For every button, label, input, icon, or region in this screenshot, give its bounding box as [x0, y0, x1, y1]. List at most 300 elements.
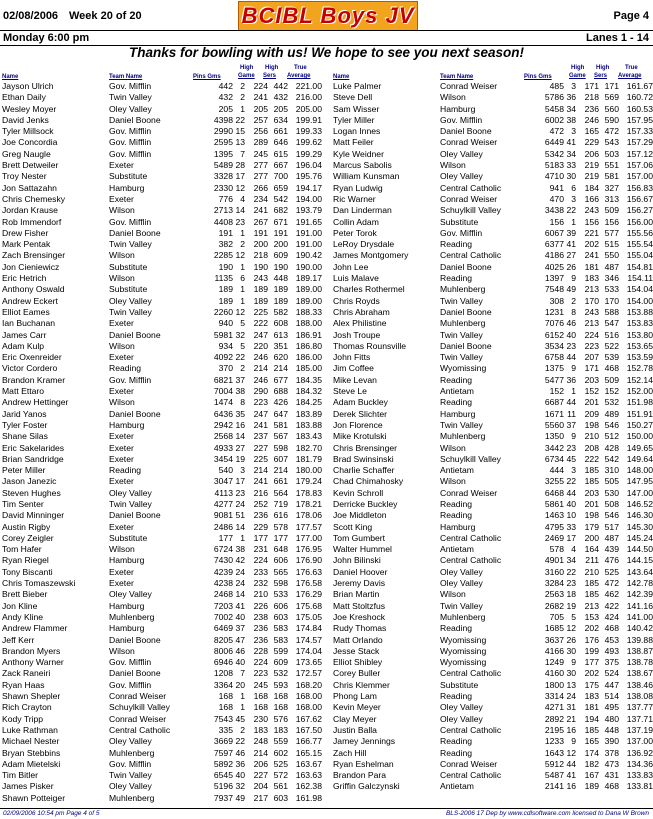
bowler-name: Sam Wisser: [333, 103, 380, 114]
bowler-name: Victor Cordero: [2, 363, 58, 374]
games-played: 12: [235, 250, 245, 261]
games-played: 27: [235, 442, 245, 453]
games-played: 19: [566, 600, 576, 611]
games-played: 22: [235, 114, 245, 125]
total-pins: 470: [549, 193, 564, 204]
games-played: 9: [571, 363, 576, 374]
true-average: 199.91: [295, 114, 322, 125]
high-game: 222: [584, 453, 599, 464]
high-series: 505: [604, 476, 619, 487]
true-average: 190.42: [295, 250, 322, 261]
games-played: 39: [566, 227, 576, 238]
high-game: 156: [584, 216, 599, 227]
games-played: 38: [235, 386, 245, 397]
true-average: 153.65: [626, 340, 653, 351]
league-logo-text: BCIBL Boys JV: [241, 3, 415, 28]
bowler-name: John Bilinski: [333, 555, 381, 566]
true-average: 142.78: [626, 578, 653, 589]
true-average: 150.27: [626, 419, 653, 430]
high-series: 667: [273, 160, 288, 171]
bowler-name: Elliot Eames: [2, 306, 50, 317]
true-average: 137.71: [626, 713, 653, 724]
high-game: 190: [253, 261, 268, 272]
bowler-name: James Montgomery: [333, 250, 409, 261]
true-average: 176.95: [295, 544, 322, 555]
bowler-row: [333, 341, 653, 352]
true-average: 188.00: [295, 318, 322, 329]
high-game: 222: [253, 318, 268, 329]
total-pins: 6449: [544, 137, 564, 148]
team-name: Wyomissing: [440, 634, 487, 645]
team-name: Central Catholic: [440, 555, 502, 566]
bowler-name: Steve Le: [333, 386, 367, 397]
bowler-row: [333, 646, 653, 657]
bowler-row: [2, 239, 325, 250]
team-name: Daniel Boone: [109, 329, 161, 340]
true-average: 156.83: [626, 182, 653, 193]
true-average: 184.32: [295, 386, 322, 397]
team-name: Reading: [440, 623, 473, 634]
high-series: 646: [273, 137, 288, 148]
high-game: 248: [253, 736, 268, 747]
footer-timestamp: 02/09/2006 10:54 pm Page 4 of 5: [3, 810, 100, 817]
bowler-name: Bryan Stebbins: [2, 747, 61, 758]
team-name: Exeter: [109, 578, 134, 589]
total-pins: 2141: [544, 781, 564, 792]
bowler-name: Jon Cieniewicz: [2, 261, 60, 272]
total-pins: 168: [218, 702, 233, 713]
bowler-name: Matt Ettaro: [2, 386, 45, 397]
high-series: 648: [273, 544, 288, 555]
total-pins: 3534: [544, 340, 564, 351]
games-played: 30: [566, 668, 576, 679]
games-played: 5: [240, 340, 245, 351]
bowler-row: [333, 149, 653, 160]
bowler-name: Brian Sandridge: [2, 453, 64, 464]
total-pins: 3454: [213, 453, 233, 464]
team-name: Oley Valley: [109, 736, 152, 747]
team-name: Schuylkill Valley: [440, 453, 501, 464]
high-series: 214: [273, 363, 288, 374]
team-name: Central Catholic: [440, 724, 502, 735]
total-pins: 4277: [213, 498, 233, 509]
total-pins: 2330: [213, 182, 233, 193]
high-series: 542: [604, 453, 619, 464]
high-series: 533: [604, 284, 619, 295]
high-game: 207: [584, 352, 599, 363]
bowler-row: [333, 262, 653, 273]
total-pins: 6724: [213, 544, 233, 555]
team-name: Conrad Weiser: [109, 691, 167, 702]
high-game: 225: [253, 453, 268, 464]
true-average: 156.00: [626, 216, 653, 227]
bowler-name: Derek Slichter: [333, 408, 387, 419]
high-game: 226: [253, 600, 268, 611]
games-played: 1: [240, 284, 245, 295]
bowler-row: [333, 363, 653, 374]
bowler-name: Ian Buchanan: [2, 318, 56, 329]
bowler-name: Chris Royds: [333, 295, 380, 306]
bowler-row: [2, 691, 325, 702]
total-pins: 1671: [544, 408, 564, 419]
high-game: 199: [584, 645, 599, 656]
games-played: 34: [566, 148, 576, 159]
total-pins: 2892: [544, 713, 564, 724]
high-game: 200: [253, 239, 268, 250]
header-high-game-top: High: [571, 65, 585, 71]
high-series: 177: [273, 532, 288, 543]
true-average: 184.35: [295, 374, 322, 385]
bowler-name: Tom Hafer: [2, 544, 42, 555]
bowler-name: Justin Balla: [333, 724, 377, 735]
total-pins: 6758: [544, 352, 564, 363]
high-series: 603: [273, 792, 288, 803]
games-played: 1: [240, 295, 245, 306]
bowler-name: David Minninger: [2, 510, 65, 521]
total-pins: 152: [549, 386, 564, 397]
total-pins: 4166: [544, 645, 564, 656]
high-game: 228: [253, 645, 268, 656]
bowler-row: [2, 657, 325, 668]
high-series: 559: [273, 736, 288, 747]
bowler-name: Mark Pentak: [2, 239, 51, 250]
total-pins: 1643: [544, 747, 564, 758]
team-name: Oley Valley: [440, 566, 483, 577]
bowler-name: Eric Sakelarides: [2, 442, 65, 453]
total-pins: 4710: [544, 171, 564, 182]
bowler-row: [333, 635, 653, 646]
bowler-row: [2, 646, 325, 657]
high-game: 202: [584, 668, 599, 679]
true-average: 133.81: [626, 781, 653, 792]
high-series: 576: [273, 713, 288, 724]
high-series: 719: [273, 498, 288, 509]
team-name: Hamburg: [109, 182, 145, 193]
header-true-average: Average: [618, 73, 642, 79]
games-played: 30: [566, 171, 576, 182]
bowler-row: [2, 465, 325, 476]
bowler-row: [333, 510, 653, 521]
high-series: 424: [604, 611, 619, 622]
total-pins: 444: [549, 465, 564, 476]
column-header: [2, 64, 325, 81]
high-game: 194: [584, 713, 599, 724]
true-average: 161.67: [626, 81, 653, 91]
bowler-name: Greg Naugle: [2, 148, 51, 159]
bowler-row: [333, 104, 653, 115]
true-average: 199.62: [295, 137, 322, 148]
games-played: 36: [566, 374, 576, 385]
high-game: 171: [584, 81, 599, 91]
high-series: 453: [604, 634, 619, 645]
true-average: 193.79: [295, 205, 322, 216]
true-average: 157.12: [626, 148, 653, 159]
bowler-row: [333, 397, 653, 408]
team-name: Reading: [440, 397, 473, 408]
page-number: Page 4: [613, 10, 649, 22]
high-game: 227: [253, 442, 268, 453]
total-pins: 9081: [213, 510, 233, 521]
high-series: 582: [273, 306, 288, 317]
page-footer: [0, 808, 653, 819]
total-pins: 6469: [213, 623, 233, 634]
bowler-name: Elliot Shibley: [333, 657, 383, 668]
true-average: 168.00: [295, 702, 322, 713]
team-name: Exeter: [109, 442, 134, 453]
games-played: 14: [235, 205, 245, 216]
bowler-name: Matt Stoltzfus: [333, 600, 386, 611]
high-game: 234: [253, 193, 268, 204]
true-average: 176.58: [295, 578, 322, 589]
high-game: 153: [584, 611, 599, 622]
bowler-list-right: [333, 81, 653, 793]
bowler-row: [333, 691, 653, 702]
team-name: Daniel Boone: [440, 306, 492, 317]
bowler-name: Shawn Shepler: [2, 691, 61, 702]
bowler-name: Jordan Krause: [2, 205, 58, 216]
high-game: 243: [584, 205, 599, 216]
high-game: 218: [253, 250, 268, 261]
high-game: 166: [584, 193, 599, 204]
league-logo: [238, 1, 418, 31]
high-series: 525: [273, 758, 288, 769]
true-average: 134.36: [626, 758, 653, 769]
high-game: 177: [584, 657, 599, 668]
high-game: 174: [584, 747, 599, 758]
session-time: Monday 6:00 pm: [3, 32, 90, 44]
high-game: 266: [253, 182, 268, 193]
high-game: 216: [253, 487, 268, 498]
bowler-row: [333, 330, 653, 341]
bowler-row: [333, 431, 653, 442]
bowler-row: [333, 250, 653, 261]
true-average: 175.68: [295, 600, 322, 611]
true-average: 163.67: [295, 758, 322, 769]
total-pins: 705: [549, 611, 564, 622]
high-game: 214: [253, 363, 268, 374]
team-name: Oley Valley: [109, 295, 152, 306]
true-average: 151.91: [626, 408, 653, 419]
bowler-name: John Lee: [333, 261, 369, 272]
bowler-row: [2, 341, 325, 352]
true-average: 185.00: [295, 363, 322, 374]
games-played: 40: [235, 657, 245, 668]
total-pins: 1395: [213, 148, 233, 159]
games-played: 23: [235, 216, 245, 227]
true-average: 183.89: [295, 408, 322, 419]
high-series: 603: [273, 611, 288, 622]
bowler-name: Kody Tripp: [2, 713, 44, 724]
team-name: Wilson: [109, 544, 135, 555]
high-series: 565: [273, 566, 288, 577]
total-pins: 1249: [544, 657, 564, 668]
high-game: 204: [253, 781, 268, 792]
high-game: 236: [253, 634, 268, 645]
high-series: 522: [604, 340, 619, 351]
high-series: 593: [273, 679, 288, 690]
bowler-name: Jesse Stack: [333, 645, 380, 656]
total-pins: 1350: [544, 431, 564, 442]
games-played: 26: [566, 634, 576, 645]
games-played: 12: [235, 306, 245, 317]
total-pins: 1135: [214, 273, 233, 284]
total-pins: 7002: [213, 611, 233, 622]
header-high-series-top: High: [265, 65, 279, 71]
bowler-name: Chris Klemmer: [333, 679, 390, 690]
high-game: 229: [253, 521, 268, 532]
team-name: Central Catholic: [440, 250, 502, 261]
bowler-row: [333, 680, 653, 691]
high-game: 179: [584, 521, 599, 532]
total-pins: 1208: [213, 668, 233, 679]
true-average: 141.16: [626, 600, 653, 611]
team-name: Conrad Weiser: [440, 193, 498, 204]
high-series: 530: [604, 487, 619, 498]
games-played: 3: [571, 81, 576, 91]
bowler-name: Clay Meyer: [333, 713, 377, 724]
bowler-row: [2, 601, 325, 612]
bowler-name: Zach Brensinger: [2, 250, 66, 261]
team-name: Central Catholic: [109, 724, 171, 735]
bowler-row: [2, 409, 325, 420]
games-played: 1: [571, 386, 576, 397]
games-played: 2: [240, 363, 245, 374]
total-pins: 4398: [213, 114, 233, 125]
total-pins: 6152: [544, 329, 564, 340]
team-name: Wilson: [109, 645, 135, 656]
true-average: 157.06: [626, 160, 653, 171]
total-pins: 4795: [544, 521, 564, 532]
high-series: 183: [273, 724, 288, 735]
standings-column-right: [333, 64, 653, 793]
total-pins: 189: [218, 295, 233, 306]
high-series: 532: [273, 668, 288, 679]
high-series: 509: [604, 205, 619, 216]
bowler-name: Marcus Sabolis: [333, 160, 392, 171]
true-average: 179.24: [295, 476, 322, 487]
high-game: 246: [253, 352, 268, 363]
team-name: Wilson: [440, 476, 466, 487]
high-game: 237: [253, 431, 268, 442]
games-played: 2: [240, 81, 245, 91]
column-header: [333, 64, 653, 81]
bowler-name: Jeremy Davis: [333, 578, 386, 589]
bowler-row: [333, 533, 653, 544]
bowler-row: [2, 680, 325, 691]
total-pins: 6377: [544, 239, 564, 250]
team-name: Gov. Mifflin: [109, 657, 152, 668]
high-series: 539: [604, 352, 619, 363]
high-series: 581: [604, 171, 619, 182]
bowler-row: [2, 137, 325, 148]
high-game: 224: [253, 555, 268, 566]
games-played: 2: [240, 239, 245, 250]
true-average: 172.57: [295, 668, 322, 679]
high-series: 310: [604, 465, 619, 476]
high-series: 560: [604, 103, 619, 114]
bowler-row: [333, 137, 653, 148]
total-pins: 5487: [544, 770, 564, 781]
team-name: Twin Valley: [109, 306, 152, 317]
high-series: 432: [273, 92, 288, 103]
high-game: 223: [253, 397, 268, 408]
high-game: 167: [584, 770, 599, 781]
games-played: 37: [235, 374, 245, 385]
high-series: 615: [273, 148, 288, 159]
true-average: 190.00: [295, 261, 322, 272]
bowler-row: [2, 352, 325, 363]
high-series: 561: [273, 781, 288, 792]
total-pins: 2682: [544, 600, 564, 611]
high-series: 375: [604, 657, 619, 668]
total-pins: 190: [218, 261, 233, 272]
games-played: 2: [571, 295, 576, 306]
high-game: 257: [253, 114, 268, 125]
high-series: 564: [273, 487, 288, 498]
bowler-row: [333, 759, 653, 770]
bowler-name: Charles Rothermel: [333, 284, 405, 295]
bowler-name: Jon Kline: [2, 600, 38, 611]
team-name: Reading: [440, 510, 473, 521]
true-average: 186.00: [295, 352, 322, 363]
total-pins: 3314: [544, 691, 564, 702]
bowler-name: Jarid Yanos: [2, 408, 47, 419]
games-played: 26: [566, 261, 576, 272]
bowler-row: [2, 262, 325, 273]
total-pins: 1474: [213, 397, 233, 408]
total-pins: 3255: [544, 476, 564, 487]
high-series: 661: [273, 476, 288, 487]
true-average: 157.00: [626, 171, 653, 182]
games-played: 22: [566, 566, 576, 577]
high-game: 277: [253, 160, 268, 171]
bowler-row: [2, 510, 325, 521]
high-series: 489: [604, 408, 619, 419]
true-average: 146.52: [626, 498, 653, 509]
high-game: 223: [584, 340, 599, 351]
total-pins: 3160: [544, 566, 564, 577]
total-pins: 5892: [213, 758, 233, 769]
team-name: Oley Valley: [109, 781, 152, 792]
true-average: 138.46: [626, 679, 653, 690]
bowler-row: [333, 499, 653, 510]
header-high-series-top: High: [596, 65, 610, 71]
week-label: Week 20 of 20: [69, 10, 142, 22]
total-pins: 432: [218, 92, 233, 103]
total-pins: 1233: [544, 736, 564, 747]
total-pins: 308: [549, 295, 564, 306]
bowler-name: Rudy Thomas: [333, 623, 387, 634]
bowler-name: Joe Middleton: [333, 510, 387, 521]
true-average: 181.79: [295, 453, 322, 464]
high-series: 480: [604, 713, 619, 724]
total-pins: 6067: [544, 227, 564, 238]
high-game: 175: [584, 679, 599, 690]
true-average: 216.00: [295, 92, 322, 103]
total-pins: 2468: [213, 589, 233, 600]
true-average: 173.65: [295, 657, 322, 668]
true-average: 137.00: [626, 736, 653, 747]
bowler-name: Josh Troupe: [333, 329, 381, 340]
high-game: 220: [253, 340, 268, 351]
high-game: 171: [584, 363, 599, 374]
total-pins: 3669: [213, 736, 233, 747]
high-game: 229: [584, 137, 599, 148]
true-average: 183.88: [295, 419, 322, 430]
total-pins: 4160: [544, 668, 564, 679]
team-name: Schuylkill Valley: [109, 702, 170, 713]
total-pins: 5183: [544, 160, 564, 171]
